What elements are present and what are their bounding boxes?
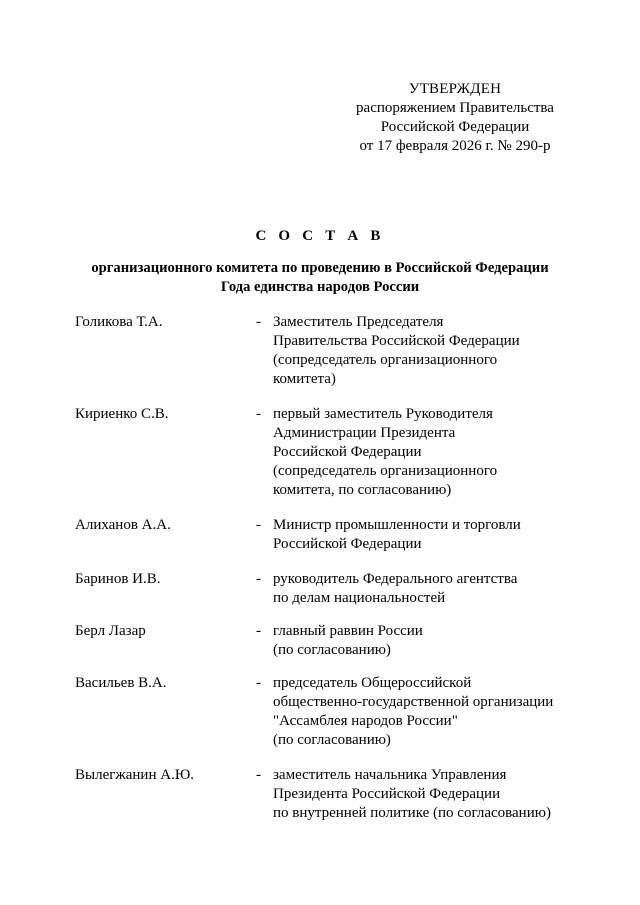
approval-block — [340, 80, 570, 156]
member-position — [273, 516, 575, 554]
member-position-line: по делам национальностей — [273, 590, 446, 606]
document-heading — [0, 227, 640, 297]
member-position-line: первый заместитель Руководителя — [273, 406, 493, 422]
member-position — [273, 405, 575, 500]
approval-line: от 17 февраля 2026 г. № 290-р — [359, 138, 551, 154]
member-position — [273, 570, 575, 608]
member-entry — [75, 516, 575, 554]
member-position-line: главный раввин России — [273, 623, 423, 639]
approval-line: Российской Федерации — [380, 119, 530, 135]
member-position-line: комитета, по согласованию) — [273, 482, 452, 498]
document-subtitle-line: организационного комитета по проведению в Российской Федерации — [91, 260, 549, 276]
member-position-line: (сопредседатель организационного — [273, 352, 498, 368]
member-name: Кириенко С.В. — [75, 406, 169, 422]
member-position-line: руководитель Федерального агентства — [273, 571, 518, 587]
member-position-line: комитета) — [273, 371, 336, 387]
member-dash: - — [256, 767, 261, 783]
member-entry — [75, 405, 575, 500]
member-dash: - — [256, 406, 261, 422]
member-position-line: (сопредседатель организационного — [273, 463, 498, 479]
member-position — [273, 622, 575, 660]
member-entry — [75, 766, 575, 823]
member-name: Берл Лазар — [75, 623, 146, 639]
member-dash: - — [256, 571, 261, 587]
member-position-line: Администрации Президента — [273, 425, 456, 441]
approval-line: распоряжением Правительства — [356, 100, 554, 116]
members-list — [75, 313, 575, 823]
member-position-line: Президента Российской Федерации — [273, 786, 501, 802]
member-position-line: Правительства Российской Федерации — [273, 333, 520, 349]
member-position-line: Российской Федерации — [273, 444, 422, 460]
member-position-line: Заместитель Председателя — [273, 314, 444, 330]
member-position — [273, 313, 575, 389]
member-name: Баринов И.В. — [75, 571, 161, 587]
member-name: Алиханов А.А. — [75, 517, 171, 533]
member-entry — [75, 570, 575, 608]
member-position-line: Российской Федерации — [273, 536, 422, 552]
member-entry — [75, 622, 575, 660]
member-position-line: Министр промышленности и торговли — [273, 517, 521, 533]
member-position-line: председатель Общероссийской — [273, 675, 472, 691]
member-position-line: "Ассамблея народов России" — [273, 713, 458, 729]
member-position — [273, 766, 575, 823]
member-dash: - — [256, 314, 261, 330]
document-title: С О С Т А В — [255, 228, 385, 244]
member-dash: - — [256, 675, 261, 691]
member-position-line: по внутренней политике (по согласованию) — [273, 805, 551, 821]
member-name: Васильев В.А. — [75, 675, 167, 691]
member-name: Голикова Т.А. — [75, 314, 163, 330]
member-position-line: (по согласованию) — [273, 732, 391, 748]
member-name: Вылегжанин А.Ю. — [75, 767, 194, 783]
member-position — [273, 674, 575, 750]
member-dash: - — [256, 517, 261, 533]
member-position-line: (по согласованию) — [273, 642, 391, 658]
member-position-line: заместитель начальника Управления — [273, 767, 507, 783]
document-subtitle-line: Года единства народов России — [220, 279, 420, 295]
member-entry — [75, 674, 575, 750]
member-position-line: общественно-государственной организации — [273, 694, 554, 710]
member-dash: - — [256, 623, 261, 639]
approved-stamp-title: УТВЕРЖДЕН — [408, 81, 502, 97]
member-entry — [75, 313, 575, 389]
